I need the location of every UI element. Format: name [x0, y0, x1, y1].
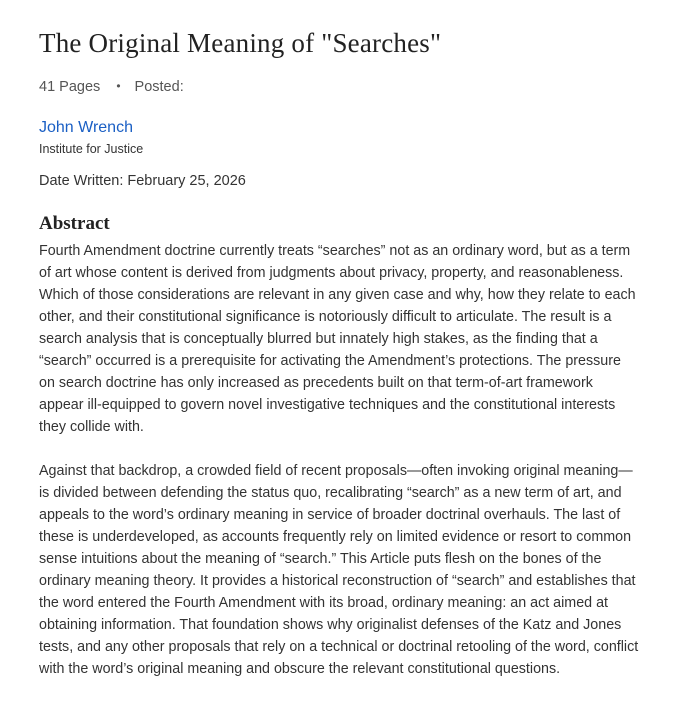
- abstract-paragraph: Fourth Amendment doctrine currently treats “searches” not as an ordinary word, but as a term of art whose content is derived from judgments about privacy, property, and reasonableness. Which of those considerations are relevant in any given case and why, how they relate to each other, and their constitutional significance is notoriously difficult to articulate. The result is a search analysis that is conceptually blurred but innately high stakes, as the finding that a “search” occurred is a prerequisite for activating the Amendment’s protections. The pressure on search doctrine has only increased as precedents built on that term-of-art framework appear ill-equipped to govern novel investigative techniques and the constitutional interests they collide with.: [39, 243, 636, 435]
- separator-dot: •: [116, 79, 121, 93]
- author-block: [39, 118, 639, 157]
- author-affiliation: Institute for Justice: [39, 142, 144, 156]
- abstract-paragraph: Against that backdrop, a crowded field of recent proposals—often invoking original meaning—is divided between defending the status quo, recalibrating “search” as a new term of art, and appeals to the word’s ordinary meaning in service of broader doctrinal overhauls. The last of these is underdeveloped, as accounts frequently rely on limited evidence or resort to common sense intuitions about the meaning of “search.” This Article puts flesh on the bones of the ordinary meaning theory. It provides a historical reconstruction of “search” and establishes that the word entered the Fourth Amendment with its broad, ordinary meaning: an act aimed at obtaining information. That foundation shows why originalist defenses of the Katz and Jones tests, and any other proposals that rely on a technical or doctrinal retooling of the word, conflict with the word’s original meaning and obscure the relevant constitutional questions.: [39, 463, 639, 677]
- page-count: 41 Pages: [39, 79, 101, 95]
- paper-title: The Original Meaning of "Searches": [39, 28, 442, 58]
- abstract-heading: Abstract: [39, 213, 110, 234]
- paper-meta: [39, 76, 639, 97]
- author-link[interactable]: John Wrench: [39, 119, 133, 136]
- abstract-body: [39, 240, 639, 680]
- date-written: Date Written: February 25, 2026: [39, 173, 246, 189]
- posted-label: Posted:: [134, 79, 184, 95]
